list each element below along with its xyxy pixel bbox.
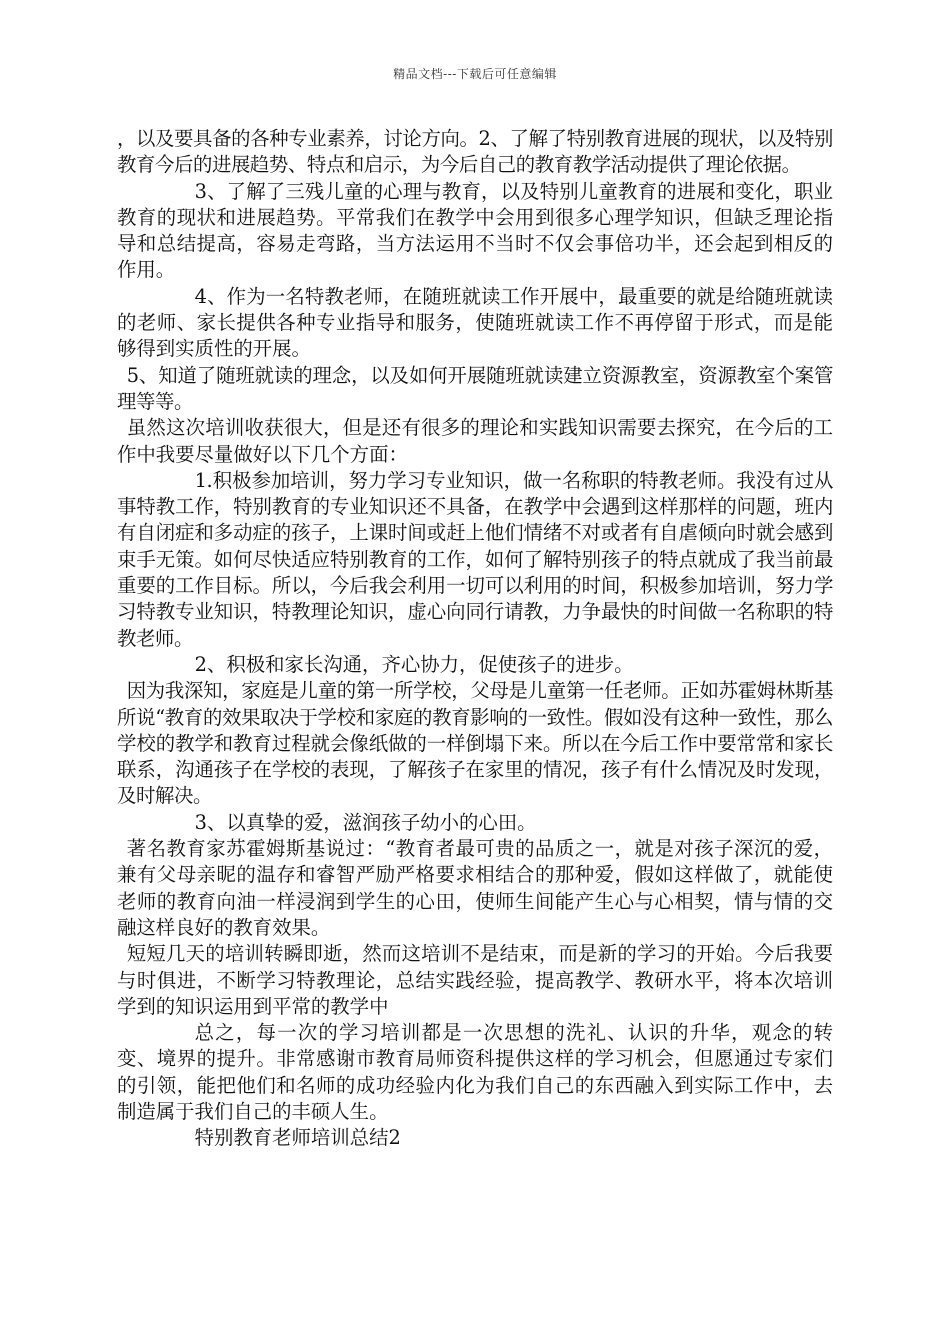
- paragraph-4: 5、知道了随班就读的理念，以及如何开展随班就读建立资源教室，资源教室个案管理等等。: [117, 363, 833, 413]
- paragraph-10: 著名教育家苏霍姆斯基说过：“教育者最可贵的品质之一，就是对孩子深沉的爱，兼有父母亲昵的温存和睿智严励严格要求相结合的那种爱，假如这样做了，就能使老师的教育向油一样浸润到学生的心田，使师生间能产生心与心相契，情与情的交融这样良好的教育效果。: [117, 837, 833, 939]
- paragraph-7: 2、积极和家长沟通，齐心协力，促使孩子的进步。: [194, 652, 634, 676]
- section-title: 特别教育老师培训总结2: [194, 1126, 401, 1150]
- paragraph-9: 3、以真挚的爱，滋润孩子幼小的心田。: [194, 810, 537, 834]
- paragraph-8: 因为我深知，家庭是儿童的第一所学校，父母是儿童第一任老师。正如苏霍姆林斯基所说“教育的效果取决于学校和家庭的教育影响的一致性。假如没有这种一致性，那么学校的教学和教育过程就会像纸做的一样倒塌下来。所以在今后工作中要常常和家长联系，沟通孩子在学校的表现，了解孩子在家里的情况，孩子有什么情况及时发现，及时解决。: [117, 679, 833, 808]
- document-body: [117, 126, 833, 1152]
- page-header: 精品文档---下载后可任意编辑: [393, 67, 557, 81]
- paragraph-6: 1.积极参加培训，努力学习专业知识，做一名称职的特教老师。我没有过从事特教工作，特别教育的专业知识还不具备，在教学中会遇到这样那样的问题，班内有自闭症和多动症的孩子，上课时间或赶上他们情绪不对或者有自虐倾向时就会感到束手无策。如何尽快适应特别教育的工作，如何了解特别孩子的特点就成了我当前最重要的工作目标。所以，今后我会利用一切可以利用的时间，积极参加培训，努力学习特教专业知识，特教理论知识，虚心向同行请教，力争最快的时间做一名称职的特教老师。: [117, 468, 833, 650]
- paragraph-11: 短短几天的培训转瞬即逝，然而这培训不是结束，而是新的学习的开始。今后我要与时俱进，不断学习特教理论，总结实践经验，提高教学、教研水平，将本次培训学到的知识运用到平常的教学中: [117, 942, 833, 1018]
- paragraph-3: 4、作为一名特教老师，在随班就读工作开展中，最重要的就是给随班就读的老师、家长提供各种专业指导和服务，使随班就读工作不再停留于形式，而是能够得到实质性的开展。: [117, 284, 833, 361]
- paragraph-2: 3、了解了三残儿童的心理与教育，以及特别儿童教育的进展和变化，职业教育的现状和进展趋势。平常我们在教学中会用到很多心理学知识，但缺乏理论指导和总结提高，容易走弯路，当方法运用不当时不仅会事倍功半，还会起到相反的作用。: [117, 179, 833, 282]
- paragraph-5: 虽然这次培训收获很大，但是还有很多的理论和实践知识需要去探究，在今后的工作中我要尽量做好以下几个方面：: [117, 416, 833, 466]
- paragraph-12: 总之，每一次的学习培训都是一次思想的洗礼、认识的升华，观念的转变、境界的提升。非常感谢市教育局师资科提供这样的学习机会，但愿通过专家们的引领，能把他们和名师的成功经验内化为我们自己的东西融入到实际工作中，去制造属于我们自己的丰硕人生。: [117, 1021, 833, 1123]
- paragraph-1: ，以及要具备的各种专业素养，讨论方向。2、了解了特别教育进展的现状，以及特别教育今后的进展趋势、特点和启示，为今后自己的教育教学活动提供了理论依据。: [117, 127, 833, 177]
